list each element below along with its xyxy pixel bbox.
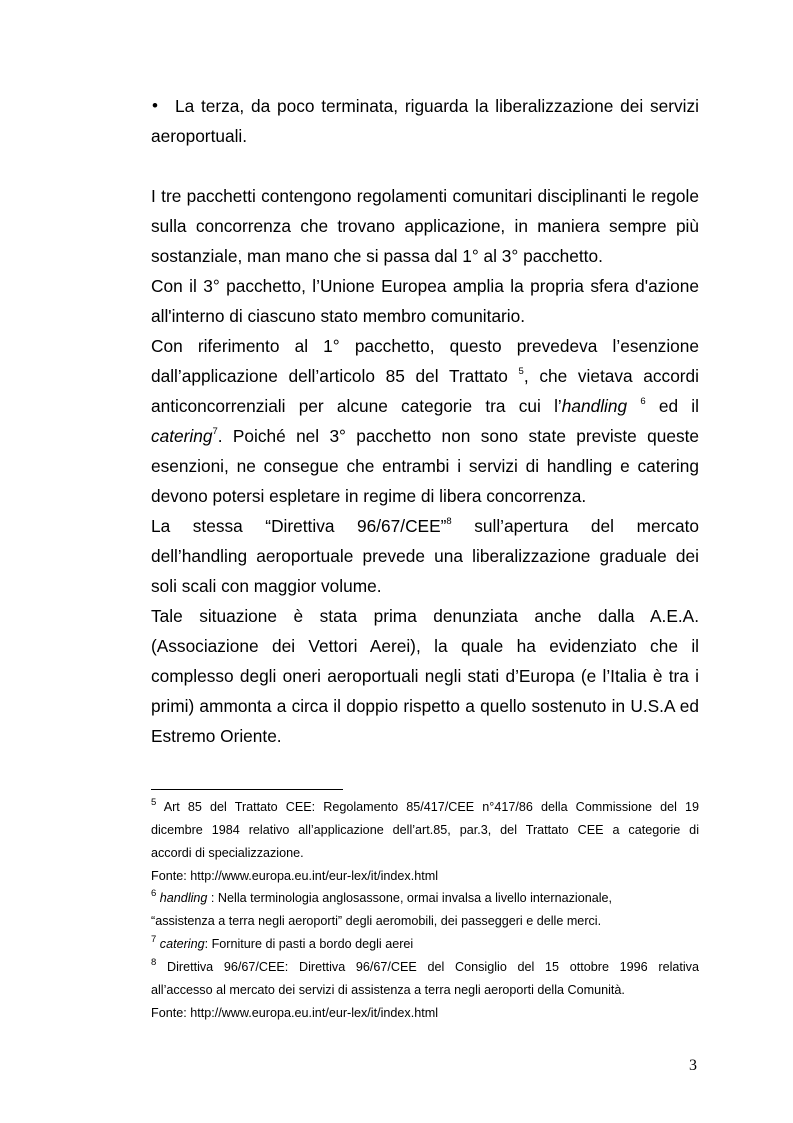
text-run: sull’apertura del mercato <box>451 516 699 536</box>
footnote-8-source: Fonte: http://www.europa.eu.int/eur-lex/it/index.html <box>151 1006 438 1020</box>
footnote-ref-7: 7 <box>212 426 218 438</box>
footnote-5-line: accordi di specializzazione. <box>151 846 304 860</box>
italic-term: handling <box>561 396 628 416</box>
footnote-8-line: all’accesso al mercato dei servizi di assistenza a terra negli aeroporti della Comunità. <box>151 983 625 997</box>
footnote-5-line: dicembre 1984 relativo all’applicazione dell’art.85, par.3, del Trattato CEE a categorie di <box>151 823 699 837</box>
text-run: Direttiva 96/67/CEE: Direttiva 96/67/CEE del Consiglio del 15 ottobre 1996 relativa <box>156 960 699 974</box>
footnote-number: 7 <box>151 933 157 945</box>
footnote-ref-6: 6 <box>640 396 646 408</box>
body-text-line: esenzioni, ne consegue che entrambi i servizi di handling e catering <box>151 456 699 476</box>
body-text-line: I tre pacchetti contengono regolamenti comunitari disciplinanti le regole <box>151 186 699 206</box>
text-run: Art 85 del Trattato CEE: Regolamento 85/417/CEE n°417/86 della Commissione del 19 <box>156 800 699 814</box>
text-run: La stessa “Direttiva 96/67/CEE” <box>151 516 447 536</box>
body-text-line <box>151 515 699 537</box>
text-run: : Forniture di pasti a bordo degli aerei <box>204 937 414 951</box>
footnote-7-line <box>151 933 699 952</box>
bullet-text-line: aeroportuali. <box>151 126 248 146</box>
body-text-line: Con riferimento al 1° pacchetto, questo prevedeva l’esenzione <box>151 336 699 356</box>
body-text-line: sostanziale, man mano che si passa dal 1° al 3° pacchetto. <box>151 246 603 266</box>
body-text-line: devono potersi espletare in regime di libera concorrenza. <box>151 486 587 506</box>
body-text-line: all'interno di ciascuno stato membro comunitario. <box>151 306 526 326</box>
footnote-number: 8 <box>151 956 157 968</box>
text-run: dall’applicazione dell’articolo 85 del Trattato <box>151 366 519 386</box>
footnote-separator <box>151 789 343 790</box>
page-number: 3 <box>689 1057 697 1074</box>
body-text-line: complesso degli oneri aeroportuali negli stati d’Europa (e l’Italia è tra i <box>151 666 699 686</box>
text-run: : Nella terminologia anglosassone, ormai invalsa a livello internazionale, <box>207 891 613 905</box>
footnote-6-line: “assistenza a terra negli aeroporti” degli aeromobili, dei passeggeri e delle merci. <box>151 914 602 928</box>
footnote-5-source: Fonte: http://www.europa.eu.int/eur-lex/it/index.html <box>151 869 438 883</box>
text-run: , che vietava accordi <box>523 366 700 386</box>
text-run: . Poiché nel 3° pacchetto non sono state previste queste <box>217 426 699 446</box>
body-text-line: (Associazione dei Vettori Aerei), la quale ha evidenziato che il <box>151 636 699 656</box>
body-text-line <box>151 365 699 387</box>
body-text-line <box>151 395 699 417</box>
body-text-line: Tale situazione è stata prima denunziata anche dalla A.E.A. <box>151 606 699 626</box>
footnote-number: 6 <box>151 887 157 899</box>
body-text-line: sulla concorrenza che trovano applicazione, in maniera sempre più <box>151 216 699 236</box>
footnote-number: 5 <box>151 796 157 808</box>
bullet-text-line: La terza, da poco terminata, riguarda la liberalizzazione dei servizi <box>175 96 699 116</box>
footnote-8-line <box>151 956 699 975</box>
italic-term: handling <box>159 891 208 905</box>
text-run: ed il <box>645 396 699 416</box>
italic-term: catering <box>151 426 213 446</box>
footnote-ref-8: 8 <box>446 516 452 528</box>
italic-term: catering <box>159 937 205 951</box>
bullet-marker: • <box>152 96 158 115</box>
footnote-6-line <box>151 887 699 906</box>
body-text-line: soli scali con maggior volume. <box>151 576 382 596</box>
footnote-ref-5: 5 <box>518 366 524 378</box>
footnote-5-line <box>151 796 699 815</box>
text-run: anticoncorrenziali per alcune categorie tra cui l’ <box>151 396 562 416</box>
body-text-line: primi) ammonta a circa il doppio rispetto a quello sostenuto in U.S.A ed <box>151 696 699 716</box>
body-text-line: Estremo Oriente. <box>151 726 282 746</box>
body-text-line: Con il 3° pacchetto, l’Unione Europea amplia la propria sfera d'azione <box>151 276 699 296</box>
body-text-line: dell’handling aeroportuale prevede una liberalizzazione graduale dei <box>151 546 699 566</box>
body-text-line <box>151 425 699 447</box>
